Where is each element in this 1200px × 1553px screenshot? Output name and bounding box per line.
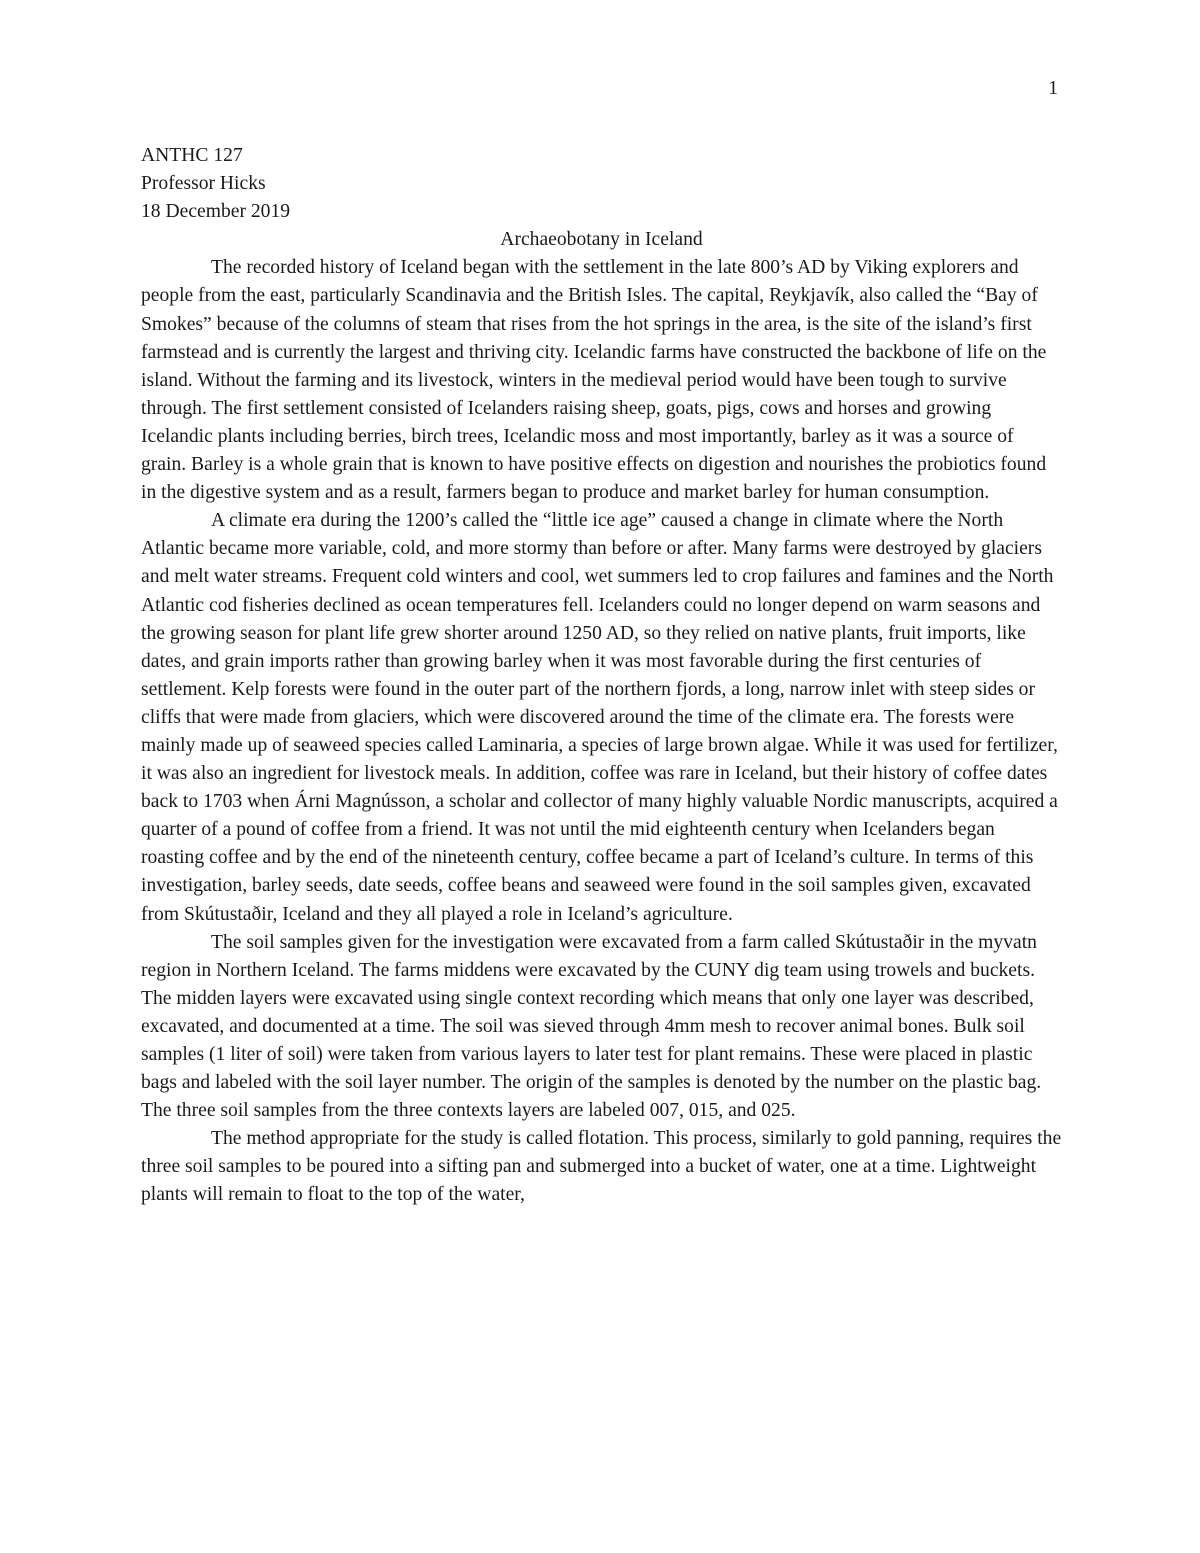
paragraph-soil-samples: The soil samples given for the investigation were excavated from a farm called Skútustaðir in the myvatn region in Northern Iceland. The farms middens were excavated by the CUNY dig team using trowels and buckets. The midden layers were excavated using single context recording which means that only one layer was described, excavated, and documented at a time. The soil was sieved through 4mm mesh to recover animal bones. Bulk soil samples (1 liter of soil) were taken from various layers to later test for plant remains. These were placed in plastic bags and labeled with the soil layer number. The origin of the samples is denoted by the number on the plastic bag. The three soil samples from the three contexts layers are labeled 007, 015, and 025. xyxy=(141,931,1042,1122)
professor-name: Professor Hicks xyxy=(141,173,266,195)
document-date: 18 December 2019 xyxy=(141,201,291,223)
paragraph-little-ice-age: A climate era during the 1200’s called the “little ice age” caused a change in climate where the North Atlantic became more variable, cold, and more stormy than before or after. Many farms were destroyed by glaciers and melt water streams. Frequent cold winters and cool, wet summers led to crop failures and famines and the North Atlantic cod fisheries declined as ocean temperatures fell. Icelanders could no longer depend on warm seasons and the growing season for plant life grew shorter around 1250 AD, so they relied on native plants, fruit imports, like dates, and grain imports rather than growing barley when it was most favorable during the first centuries of settlement. Kelp forests were found in the outer part of the northern fjords, a long, narrow inlet with steep sides or cliffs that were made from glaciers, which were discovered around the time of the climate era. The forests were mainly made up of seaweed species called Laminaria, a species of large brown algae. While it was used for fertilizer, it was also an ingredient for livestock meals. In addition, coffee was rare in Iceland, but their history of coffee dates back to 1703 when Árni Magnússon, a scholar and collector of many highly valuable Nordic manuscripts, acquired a quarter of a pound of coffee from a friend. It was not until the mid eighteenth century when Icelanders began roasting coffee and by the end of the nineteenth century, coffee became a part of Iceland’s culture. In terms of this investigation, barley seeds, date seeds, coffee beans and seaweed were found in the soil samples given, excavated from Skútustaðir, Iceland and they all played a role in Iceland’s agriculture. xyxy=(141,510,1058,925)
course-name: ANTHC 127 xyxy=(141,145,243,166)
paragraph-settlement-history: The recorded history of Iceland began with the settlement in the late 800’s AD by Viking explorers and people from the east, particularly Scandinavia and the British Isles. The capital, Reykjavík, also called the “Bay of Smokes” because of the columns of steam that rises from the hot springs in the area, is the site of the island’s first farmstead and is currently the largest and thriving city. Icelandic farms have constructed the backbone of life on the island. Without the farming and its livestock, winters in the medieval period would have been tough to survive through. The first settlement consisted of Icelanders raising sheep, goats, pigs, cows and horses and growing Icelandic plants including berries, birch trees, Icelandic moss and most importantly, barley as it was a source of grain. Barley is a whole grain that is known to have positive effects on digestion and nourishes the probiotics found in the digestive system and as a result, farmers began to produce and market barley for human consumption. xyxy=(141,257,1047,504)
paragraph-flotation-method: The method appropriate for the study is called flotation. This process, similarly to gold panning, requires the three soil samples to be poured into a sifting pan and submerged into a bucket of water, one at a time. Lightweight plants will remain to float to the top of the water, xyxy=(141,1128,1062,1206)
document-body xyxy=(141,142,1062,1210)
document-title: Archaeobotany in Iceland xyxy=(500,229,703,251)
page-number: 1 xyxy=(1048,78,1058,99)
